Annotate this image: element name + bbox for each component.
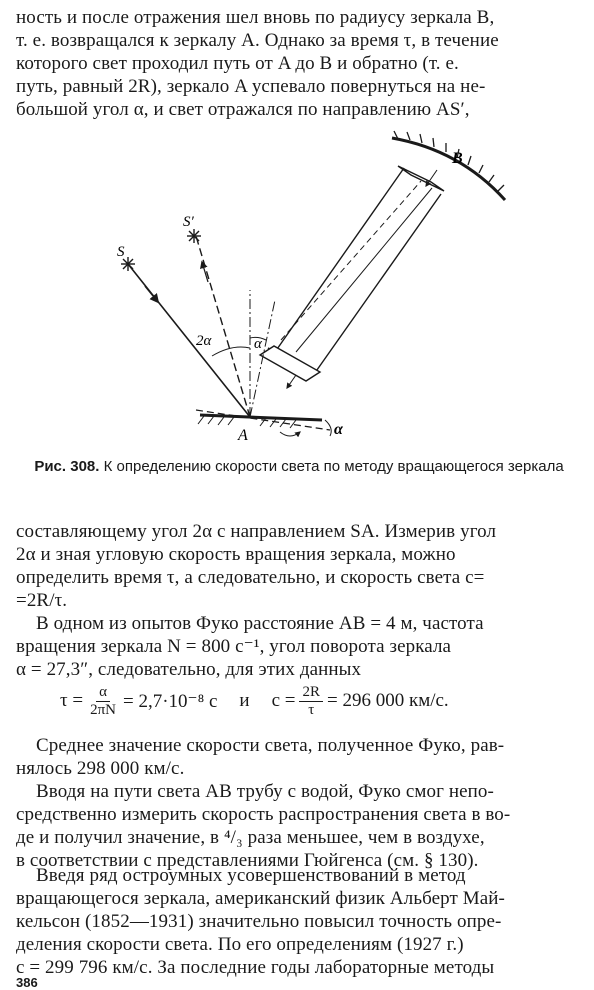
text-line: Введя ряд остроумных усовершенствований в метод (36, 865, 466, 886)
text-line: вращающегося зеркала, американский физик Альберт Май- (16, 888, 505, 909)
text-line: определить время τ, а следовательно, и скорость света c= (16, 567, 485, 588)
arrow-return (287, 375, 296, 388)
text-line: составляющему угол 2α с направлением SA. Измерив угол (16, 521, 497, 542)
body-paragraph-2 (16, 612, 584, 681)
caption-text: К определению скорости света по методу вращающегося зеркала (103, 458, 564, 475)
fraction-denominator: τ (308, 701, 315, 718)
formula-tau: τ = (60, 690, 84, 711)
fraction-alpha-2piN (87, 684, 119, 719)
body-paragraph-3 (16, 734, 584, 780)
text-line: α = 27,3″, следовательно, для этих данных (16, 659, 362, 680)
text-line: в соответствии с представлениями Гюйгенса (см. § 130). (16, 850, 479, 871)
text-line: c = 299 796 км/с. За последние годы лабораторные методы (16, 957, 495, 978)
text-line: Среднее значение скорости света, полученное Фуко, рав- (36, 735, 505, 756)
label-a: A (238, 427, 248, 444)
body-paragraph-4 (16, 780, 584, 872)
text-line: деления скорости света. По его определениям (1927 г.) (16, 934, 464, 955)
text-line: средственно измерить скорость распространения света в во- (16, 804, 511, 825)
text-line: путь, равный 2R), зеркало A успевало повернуться на не- (16, 76, 486, 97)
reflected-ray (196, 236, 250, 417)
text-line: 2α и зная угловую скорость вращения зеркала, можно (16, 544, 456, 565)
label-s: S (117, 244, 125, 260)
incident-arrow (145, 286, 158, 302)
text-line: вращения зеркала N = 800 с⁻¹, угол поворота зеркала (16, 636, 452, 657)
caption-label: Рис. 308. (34, 458, 100, 475)
text-line: большой угол α, и свет отражался по направлению AS′, (16, 99, 470, 120)
body-paragraph-1 (16, 520, 584, 612)
fraction-2R-tau (299, 684, 323, 719)
text-line: кельсон (1852—1931) значительно повысил точность опре- (16, 911, 502, 932)
fraction-denominator: 2πN (90, 701, 117, 718)
formula-c: c = (271, 690, 296, 711)
text-line: т. е. возвращался к зеркалу A. Однако за время τ, в течение (16, 30, 499, 51)
mirror-a (196, 410, 330, 436)
mirror-b (392, 131, 505, 200)
text-line: В одном из опытов Фуко расстояние AB = 4 м, частота (36, 613, 484, 634)
label-b: B (452, 150, 463, 167)
top-paragraph (16, 6, 584, 121)
lens (260, 346, 320, 381)
formula-c-value: = 296 000 км/с. (327, 690, 449, 711)
figure-caption (14, 458, 584, 476)
label-two-alpha: 2α (196, 333, 212, 349)
text-line: нялось 298 000 км/с. (16, 758, 185, 779)
light-tube (268, 166, 444, 377)
label-alpha-mirror: α (334, 421, 343, 438)
text-line: =2R/τ. (16, 590, 68, 611)
rotating-mirror-diagram (0, 120, 594, 455)
text-line: которого свет проходил путь от A до B и обратно (т. е. (16, 53, 459, 74)
text-line: Вводя на пути света AB трубу с водой, Фуко смог непо- (36, 781, 494, 802)
page-number: 386 (16, 975, 38, 990)
formula-line (60, 678, 580, 724)
source-s-prime-icon (187, 229, 201, 243)
label-s-prime: S′ (183, 214, 194, 230)
text-line: ность и после отражения шел вновь по радиусу зеркала B, (16, 7, 495, 28)
fraction-numerator: α (96, 684, 110, 702)
text-line: де и получил значение, в ⁴/₃ раза меньшее, чем в воздухе, (16, 827, 485, 848)
formula-and: и (239, 690, 250, 711)
body-paragraph-5 (16, 864, 584, 979)
mirror-angle-arc (325, 420, 331, 436)
label-alpha: α (254, 336, 262, 352)
fraction-numerator: 2R (299, 684, 323, 702)
formula-tau-value: = 2,7·10⁻⁸ с (123, 690, 218, 712)
